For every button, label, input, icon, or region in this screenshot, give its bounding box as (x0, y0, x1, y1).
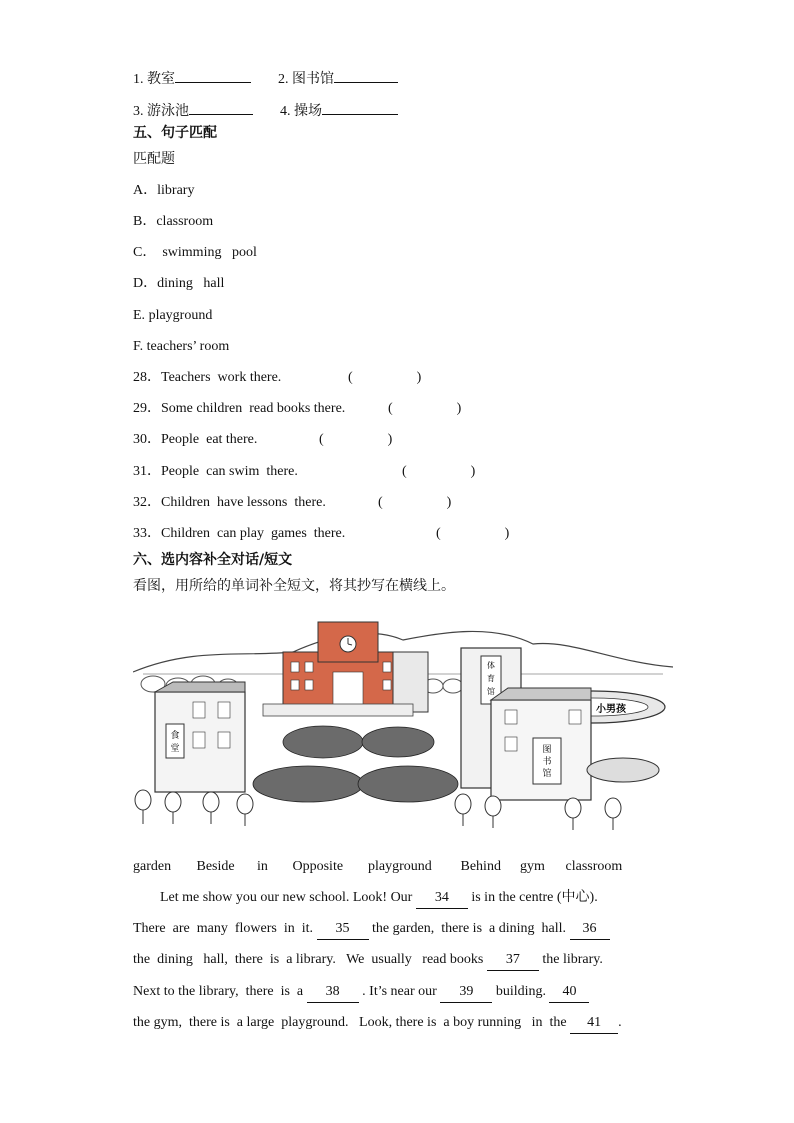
vocab-word: 教室 (147, 71, 175, 87)
question-32: 32．Children have lessons there. ( ) (133, 493, 326, 513)
passage-line-5: the gym, there is a large playground. Look, there is a boy running in the 41 . (133, 1013, 622, 1034)
fountain (587, 758, 659, 782)
passage-line-1: Let me show you our new school. Look! Our 34 is in the centre (中心). (160, 888, 598, 909)
question-30: 30．People eat there. ( ) (133, 430, 257, 450)
passage-line-3: the dining hall, there is a library. We usually read books 37 the library. (133, 950, 603, 971)
question-31: 31．People can swim there. ( ) (133, 462, 298, 482)
blank-39[interactable]: 39 (440, 982, 492, 1003)
option-a: A．library (133, 183, 195, 198)
boy-label: 小男孩 (596, 704, 626, 715)
library-label-3: 馆 (542, 769, 552, 779)
section6-heading: 六、选内容补全对话/短文 (133, 552, 293, 568)
question-28: 28．Teachers work there. ( ) (133, 368, 281, 388)
answer-blank[interactable] (334, 66, 398, 83)
option-b: B．classroom (133, 214, 214, 229)
section6-instruction: 看图，用所给的单词补全短文，将其抄写在横线上。 (133, 578, 455, 594)
vocab-number: 3. (133, 104, 144, 119)
word-bank: garden Beside in Opposite playground Behind gym classroom (133, 859, 623, 874)
blank-37[interactable]: 37 (487, 950, 539, 971)
garden (253, 726, 458, 802)
answer-parens[interactable]: ( ) (388, 401, 462, 416)
answer-parens[interactable]: ( ) (378, 495, 452, 510)
school-illustration (133, 612, 673, 837)
answer-parens[interactable]: ( ) (319, 432, 393, 447)
vocab-word: 图书馆 (292, 71, 334, 87)
option-e: E. playground (133, 308, 213, 323)
passage-line-2: There are many flowers in it. 35 the garden, there is a dining hall. 36 (133, 919, 610, 940)
section5-heading: 五、句子匹配 (133, 125, 217, 141)
question-29: 29．Some children read books there. ( ) (133, 399, 345, 419)
dining-hall-label-bottom: 堂 (170, 744, 180, 754)
answer-blank[interactable] (175, 66, 251, 83)
question-33: 33．Children can play games there. ( ) (133, 524, 345, 544)
library-label-1: 图 (542, 745, 552, 755)
passage-line-4: Next to the library, there is a 38 . It’s near our 39 building. 40 (133, 982, 589, 1003)
vocab-row-2 (133, 98, 398, 122)
vocab-word: 操场 (294, 103, 322, 119)
answer-parens[interactable]: ( ) (348, 370, 422, 385)
blank-38[interactable]: 38 (307, 982, 359, 1003)
gym-label-1: 体 (487, 661, 495, 670)
answer-blank[interactable] (322, 98, 398, 115)
blank-41[interactable]: 41 (570, 1013, 618, 1034)
vocab-number: 4. (280, 104, 291, 119)
library-label-2: 书 (542, 757, 552, 767)
blank-34[interactable]: 34 (416, 888, 468, 909)
option-c: C． swimming pool (133, 245, 257, 260)
dining-hall-label-top: 食 (170, 731, 180, 741)
vocab-number: 2. (278, 72, 289, 87)
blank-35[interactable]: 35 (317, 919, 369, 940)
answer-parens[interactable]: ( ) (436, 526, 510, 541)
option-f: F. teachers’ room (133, 339, 230, 354)
answer-blank[interactable] (189, 98, 253, 115)
option-d: D．dining hall (133, 276, 225, 291)
vocab-word: 游泳池 (147, 103, 189, 119)
gym-label-3: 馆 (487, 687, 495, 696)
gym-label-2: 育 (487, 674, 495, 683)
section5-subheading: 匹配题 (133, 151, 175, 167)
vocab-row-1 (133, 66, 398, 90)
answer-parens[interactable]: ( ) (402, 464, 476, 479)
vocab-number: 1. (133, 72, 144, 87)
blank-40[interactable]: 40 (549, 982, 589, 1003)
blank-36[interactable]: 36 (570, 919, 610, 940)
